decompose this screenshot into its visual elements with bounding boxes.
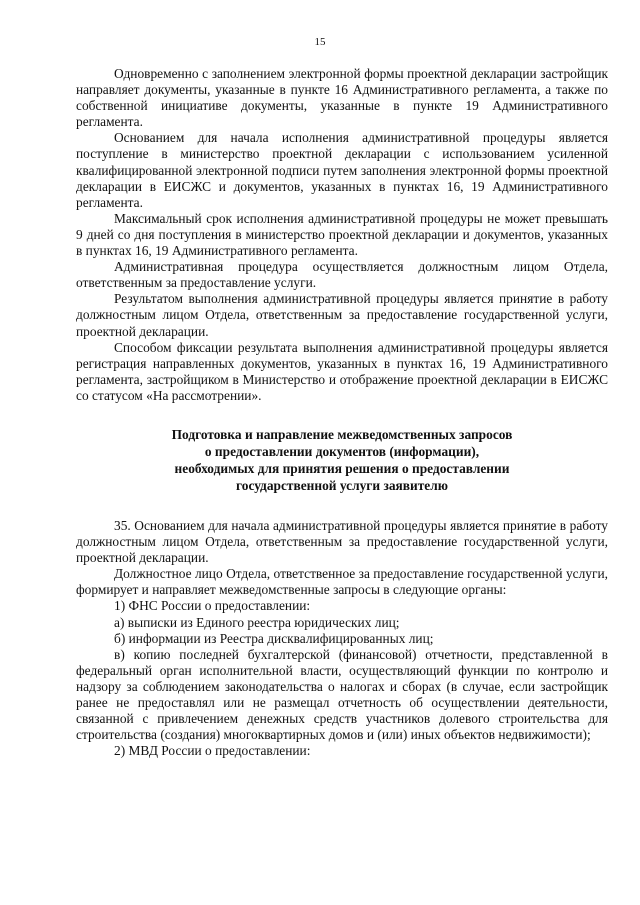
paragraph: Основанием для начала исполнения административной процедуры является поступление в министерство проектной декларации с использованием усиленной квалифицированной электронной подписи путем заполнения электронной формы проектной декларации в ЕИСЖС и документов, указанных в пунктах 16, 19 Административного регламента. <box>76 130 608 210</box>
list-item: а) выписки из Единого реестра юридических лиц; <box>114 614 400 630</box>
heading-line: о предоставлении документов (информации), <box>204 443 480 459</box>
paragraph: Административная процедура осуществляется должностным лицом Отдела, ответственным за предоставление услуги. <box>76 259 608 291</box>
document-body <box>76 66 608 759</box>
page-number: 15 <box>314 36 326 48</box>
heading-line: необходимых для принятия решения о предоставлении <box>174 460 510 476</box>
paragraph: Максимальный срок исполнения административной процедуры не может превышать 9 дней со дня поступления в министерство проектной декларации и документов, указанных в пунктах 16, 19 Административного регламента. <box>76 210 608 259</box>
paragraph: Одновременно с заполнением электронной формы проектной декларации застройщик направляет документы, указанные в пункте 16 Административного регламента, а также по собственной инициативе документы, указанные в пункте 19 Административного регламента. <box>76 66 608 130</box>
paragraph: Должностное лицо Отдела, ответственное за предоставление государственной услуги, формирует и направляет межведомственные запросы в следующие органы: <box>76 566 608 598</box>
paragraph: 35. Основанием для начала административной процедуры является принятие в работу должностным лицом Отдела, ответственным за предоставление государственной услуги, проектной декларации. <box>76 517 608 566</box>
list-item: б) информации из Реестра дисквалифицированных лиц; <box>114 630 434 646</box>
list-item: в) копию последней бухгалтерской (финансовой) отчетности, представленной в федеральный орган исполнительной власти, осуществляющий функции по контролю и надзору за соблюдением законодательства о налогах и сборах (в случае, если застройщик ранее не предоставлял или не размещал отчетность об осуществлении деятельности, связанной с привлечением денежных средств участников долевого строительства для строительства (создания) многоквартирных домов и (или) иных объектов недвижимости); <box>76 646 608 743</box>
paragraph: Результатом выполнения административной процедуры является принятие в работу должностным лицом Отдела, ответственным за предоставление государственной услуги, проектной декларации. <box>76 291 608 339</box>
heading-line: Подготовка и направление межведомственных запросов <box>171 426 513 442</box>
section-heading <box>76 426 608 494</box>
list-item: 2) МВД России о предоставлении: <box>114 743 311 759</box>
heading-line: государственной услуги заявителю <box>236 477 448 493</box>
list-item: 1) ФНС России о предоставлении: <box>114 598 311 614</box>
paragraph: Способом фиксации результата выполнения административной процедуры является регистрация направленных документов, указанных в пунктах 16, 19 Административного регламента, застройщиком в Министерство и отображение проектной декларации в ЕИСЖС со статусом «На рассмотрении». <box>76 339 608 403</box>
